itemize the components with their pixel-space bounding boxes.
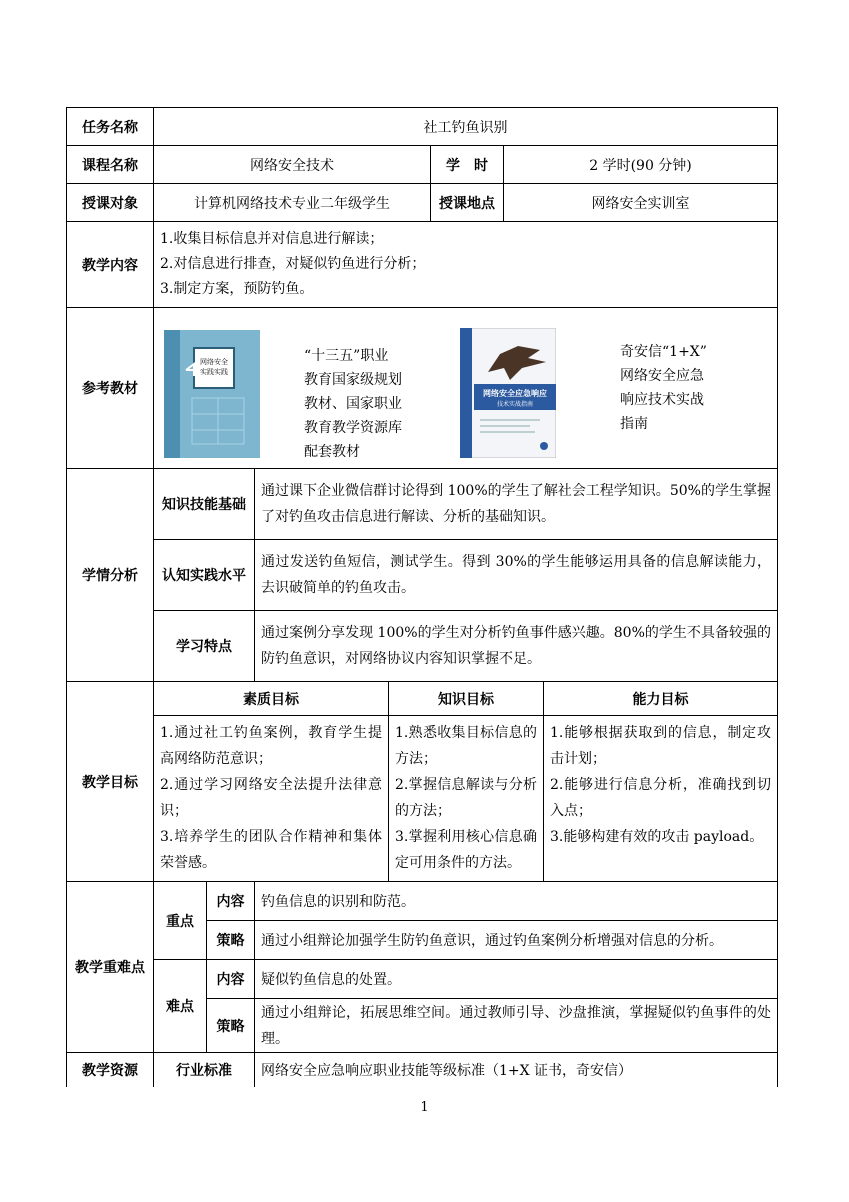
svg-text:技术实战指南: 技术实战指南 bbox=[496, 401, 534, 408]
svg-text:网络安全: 网络安全 bbox=[200, 358, 228, 366]
task-name-value: 社工钓鱼识别 bbox=[154, 108, 778, 146]
resources-text: 网络安全应急响应职业技能等级标准（1+X 证书，奇安信） bbox=[255, 1053, 778, 1087]
hard-point-strategy: 通过小组辩论，拓展思维空间。通过教师引导、沙盘推演，掌握疑似钓鱼事件的处理。 bbox=[255, 999, 778, 1053]
goal-header-quality: 素质目标 bbox=[154, 682, 389, 716]
content-label: 教学内容 bbox=[67, 222, 154, 308]
knowledge-goals: 1.熟悉收集目标信息的方法； 2.掌握信息解读与分析的方法； 3.掌握利用核心信息确定可用条件的方法。 bbox=[389, 716, 544, 882]
analysis-row-label: 认知实践水平 bbox=[154, 540, 255, 611]
goal-header-ability: 能力目标 bbox=[544, 682, 778, 716]
place-label: 授课地点 bbox=[431, 184, 504, 222]
content-item: 1.收集目标信息并对信息进行解读； bbox=[160, 231, 384, 247]
strategy-sublabel: 策略 bbox=[207, 999, 255, 1053]
analysis-label: 学情分析 bbox=[67, 469, 154, 682]
content-item: 2.对信息进行排查，对疑似钓鱼进行分析； bbox=[160, 256, 426, 272]
analysis-row-text: 通过课下企业微信群讨论得到 100%的学生了解社会工程学知识。50%的学生掌握了对钓鱼攻击信息进行解读、分析的基础知识。 bbox=[255, 469, 778, 540]
key-point-content: 钓鱼信息的识别和防范。 bbox=[255, 882, 778, 921]
content-sublabel: 内容 bbox=[207, 882, 255, 921]
audience-value: 计算机网络技术专业二年级学生 bbox=[154, 184, 431, 222]
content-list bbox=[154, 222, 778, 308]
resources-label: 教学资源 bbox=[67, 1053, 154, 1087]
book-cover-image bbox=[164, 330, 260, 458]
analysis-row-text: 通过案例分享发现 100%的学生对分析钓鱼事件感兴趣。80%的学生不具备较强的防钓鱼意识，对网络协议内容知识掌握不足。 bbox=[255, 611, 778, 682]
goal-header-knowledge: 知识目标 bbox=[389, 682, 544, 716]
svg-text:网络安全应急响应: 网络安全应急响应 bbox=[483, 389, 547, 398]
analysis-row-label: 学习特点 bbox=[154, 611, 255, 682]
hours-label: 学 时 bbox=[431, 146, 504, 184]
materials-label: 参考教材 bbox=[67, 308, 154, 469]
book2-description: 奇安信“1+X” 网络安全应急 响应技术实战 指南 bbox=[620, 344, 707, 432]
ability-goals: 1.能够根据获取到的信息，制定攻击计划； 2.能够进行信息分析，准确找到切入点； 3.能够构建有效的攻击 payload。 bbox=[544, 716, 778, 882]
course-name-value: 网络安全技术 bbox=[154, 146, 431, 184]
content-item: 3.制定方案，预防钓鱼。 bbox=[160, 281, 314, 297]
audience-label: 授课对象 bbox=[67, 184, 154, 222]
book-cover-image bbox=[460, 328, 556, 458]
hard-point-label: 难点 bbox=[154, 960, 207, 1053]
task-name-label: 任务名称 bbox=[67, 108, 154, 146]
materials-cell bbox=[154, 308, 778, 469]
hard-point-content: 疑似钓鱼信息的处置。 bbox=[255, 960, 778, 999]
key-point-label: 重点 bbox=[154, 882, 207, 960]
analysis-row-label: 知识技能基础 bbox=[154, 469, 255, 540]
analysis-row-text: 通过发送钓鱼短信，测试学生。得到 30%的学生能够运用具备的信息解读能力，去识破简单的钓鱼攻击。 bbox=[255, 540, 778, 611]
book1-description: “十三五”职业 教育国家级规划 教材、国家职业 教育教学资源库 配套教材 bbox=[304, 348, 402, 460]
content-sublabel: 内容 bbox=[207, 960, 255, 999]
keypoints-label: 教学重难点 bbox=[67, 882, 154, 1053]
lesson-plan-table bbox=[66, 107, 778, 1087]
quality-goals: 1.通过社工钓鱼案例，教育学生提高网络防范意识； 2.通过学习网络安全法提升法律意识； 3.培养学生的团队合作精神和集体荣誉感。 bbox=[154, 716, 389, 882]
goals-label: 教学目标 bbox=[67, 682, 154, 882]
strategy-sublabel: 策略 bbox=[207, 921, 255, 960]
course-name-label: 课程名称 bbox=[67, 146, 154, 184]
key-point-strategy: 通过小组辩论加强学生防钓鱼意识，通过钓鱼案例分析增强对信息的分析。 bbox=[255, 921, 778, 960]
svg-text:实践实践: 实践实践 bbox=[200, 368, 228, 376]
page-number: 1 bbox=[420, 1100, 429, 1115]
place-value: 网络安全实训室 bbox=[504, 184, 778, 222]
hours-value: 2 学时(90 分钟) bbox=[504, 146, 778, 184]
resources-sublabel: 行业标准 bbox=[154, 1053, 255, 1087]
